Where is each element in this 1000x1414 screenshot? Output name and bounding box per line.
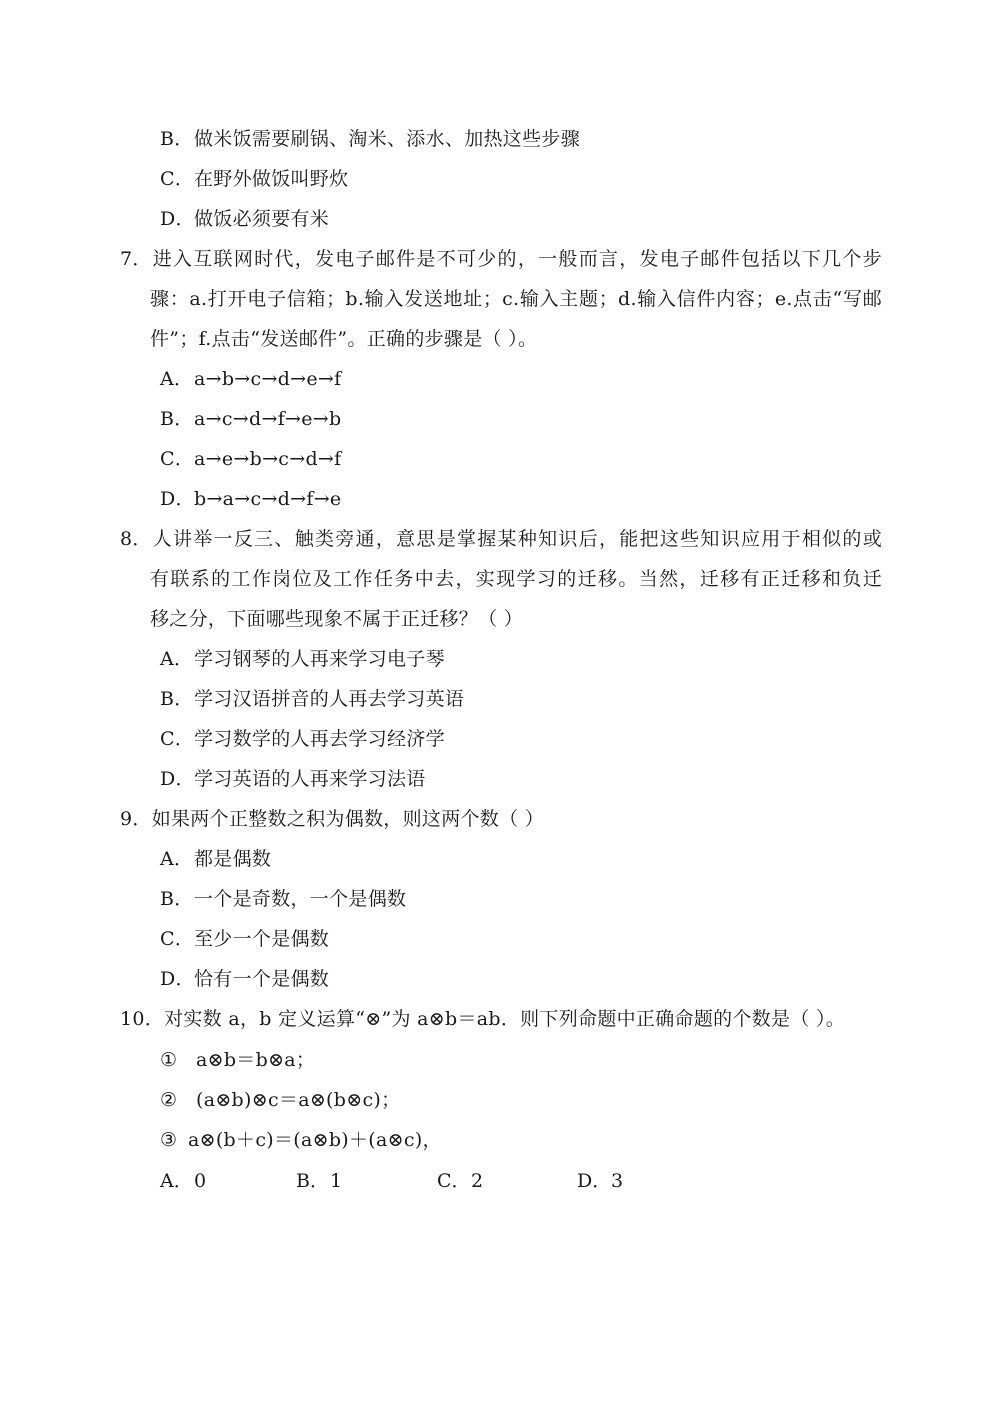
question-number: 7． <box>120 248 152 270</box>
q10-options <box>160 1169 760 1193</box>
q7-stem-line-3: 件”；f.点击“发送邮件”。正确的步骤是（ ）。 <box>150 328 538 350</box>
option-label: D． <box>577 1170 612 1192</box>
q8-stem-line-1 <box>120 527 882 551</box>
q8-option-a <box>160 647 445 671</box>
option-label: B． <box>160 688 194 710</box>
q10-stem <box>120 1007 882 1031</box>
option-label: C． <box>437 1170 471 1192</box>
option-text: b→a→c→d→f→e <box>194 488 342 510</box>
question-text: 对实数 a，b 定义运算“⊗”为 a⊗b＝ab．则下列命题中正确命题的个数是（ ）。 <box>164 1008 846 1030</box>
option-label: A． <box>160 648 194 670</box>
q8-stem-line-2: 有联系的工作岗位及工作任务中去，实现学习的迁移。当然，迁移有正迁移和负迁 <box>150 568 882 590</box>
q10-option-d <box>577 1169 623 1193</box>
question-number: 9． <box>120 808 152 830</box>
option-text: 做饭必须要有米 <box>194 208 330 230</box>
q9-option-d <box>160 967 329 991</box>
option-text: 恰有一个是偶数 <box>194 968 330 990</box>
q6-option-d <box>160 207 329 231</box>
item-number: ② <box>160 1089 178 1111</box>
option-label: B． <box>160 888 194 910</box>
item-number: ③ <box>160 1129 178 1151</box>
option-label: A． <box>160 848 194 870</box>
option-label: D． <box>160 488 195 510</box>
q10-option-a <box>160 1169 206 1193</box>
question-text: 如果两个正整数之积为偶数，则这两个数（ ） <box>151 808 545 830</box>
q8-option-c <box>160 727 445 751</box>
q6-option-c <box>160 167 348 191</box>
q9-option-b <box>160 887 406 911</box>
option-text: a→b→c→d→e→f <box>194 368 342 390</box>
q10-item-3 <box>160 1128 442 1152</box>
option-label: D． <box>160 768 195 790</box>
question-number: 8． <box>120 528 152 550</box>
q9-option-a <box>160 847 271 871</box>
option-label: C． <box>160 728 195 750</box>
q7-stem-line-1 <box>120 247 882 271</box>
q6-option-b <box>160 127 580 151</box>
option-text: 学习英语的人再来学习法语 <box>194 768 426 790</box>
q7-option-a <box>160 367 341 391</box>
q7-option-b <box>160 407 341 431</box>
option-text: 学习汉语拼音的人再去学习英语 <box>194 688 465 710</box>
item-text: (a⊗b)⊗c＝a⊗(b⊗c)； <box>196 1089 401 1111</box>
q7-option-d <box>160 487 341 511</box>
option-label: A． <box>160 368 194 390</box>
option-text: 学习钢琴的人再来学习电子琴 <box>194 648 445 670</box>
q10-item-1 <box>160 1048 315 1072</box>
q10-option-c <box>437 1169 483 1193</box>
question-text: 进入互联网时代，发电子邮件是不可少的，一般而言，发电子邮件包括以下几个步 <box>151 248 882 270</box>
q9-option-c <box>160 927 329 951</box>
option-label: C． <box>160 928 195 950</box>
option-text: 学习数学的人再去学习经济学 <box>194 728 445 750</box>
option-text: 做米饭需要刷锅、淘米、添水、加热这些步骤 <box>194 128 581 150</box>
item-text: a⊗(b＋c)＝(a⊗b)＋(a⊗c)， <box>188 1129 442 1151</box>
q7-option-c <box>160 447 341 471</box>
option-label: C． <box>160 168 195 190</box>
q7-stem-line-2: 骤：a.打开电子信箱；b.输入发送地址；c.输入主题；d.输入信件内容；e.点击“写邮 <box>150 288 882 310</box>
option-text: 都是偶数 <box>194 848 272 870</box>
q10-option-b <box>296 1169 342 1193</box>
q10-item-2 <box>160 1088 400 1112</box>
option-text: 在野外做饭叫野炊 <box>194 168 349 190</box>
option-text: a→c→d→f→e→b <box>194 408 342 430</box>
option-label: B． <box>296 1170 329 1192</box>
question-text: 人讲举一反三、触类旁通，意思是掌握某种知识后，能把这些知识应用于相似的或 <box>151 528 882 550</box>
option-label: D． <box>160 208 195 230</box>
option-label: B． <box>160 408 194 430</box>
option-text: 1 <box>330 1170 343 1192</box>
q9-stem <box>120 807 882 831</box>
option-label: D． <box>160 968 195 990</box>
option-text: 至少一个是偶数 <box>194 928 330 950</box>
option-label: A． <box>160 1170 193 1192</box>
option-text: 2 <box>471 1170 484 1192</box>
item-text: a⊗b＝b⊗a； <box>196 1049 316 1071</box>
q8-option-d <box>160 767 426 791</box>
option-text: 0 <box>194 1170 207 1192</box>
option-text: 一个是奇数，一个是偶数 <box>194 888 407 910</box>
option-text: 3 <box>611 1170 624 1192</box>
question-number: 10． <box>120 1008 165 1030</box>
item-number: ① <box>160 1049 178 1071</box>
option-text: a→e→b→c→d→f <box>194 448 342 470</box>
q8-stem-line-3: 移之分，下面哪些现象不属于正迁移？（ ） <box>150 608 524 630</box>
option-label: C． <box>160 448 195 470</box>
option-label: B． <box>160 128 194 150</box>
q8-option-b <box>160 687 464 711</box>
